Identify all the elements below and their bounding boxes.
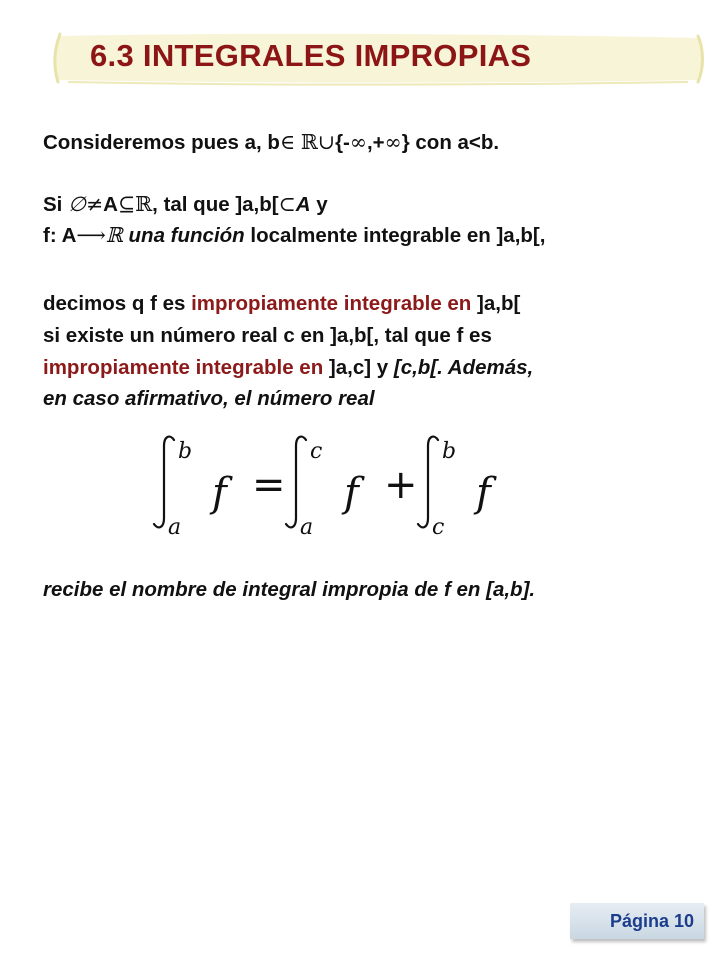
lhs-function: f (212, 470, 227, 516)
text-line-5: si existe un número real c en ]a,b[, tal que f es (43, 324, 492, 347)
text-span: ]a,c] y (323, 356, 394, 379)
not-equal-symbol: ≠ (85, 192, 104, 216)
text-span: una función (122, 224, 245, 247)
text-span: [c,b[. Además, (393, 356, 534, 379)
text-span: localmente integrable en ]a,b[, (244, 224, 546, 247)
infinity-symbol: ∞ (384, 130, 402, 154)
highlighted-term: impropiamente integrable en (43, 356, 324, 379)
arrow-symbol: ⟶ (76, 223, 106, 247)
text-span: decimos q f es (43, 292, 192, 315)
subseteq-symbol: ⊆ (117, 192, 136, 216)
text-line-8: recibe el nombre de integral impropia de f en [a,b]. (43, 578, 536, 601)
reals-symbol: ℝ (135, 192, 153, 216)
reals-symbol: ℝ (300, 130, 318, 154)
text-span: } con a<b. (401, 131, 500, 154)
page-title: 6.3 INTEGRALES IMPROPIAS (90, 38, 532, 73)
text-span: Si (43, 193, 69, 216)
text-span: ]a,b[ (471, 292, 521, 315)
subset-symbol: ⊂ (278, 192, 296, 216)
text-line-1 (43, 130, 499, 155)
t2-lower-limit: c (432, 515, 445, 540)
page-number: Página 10 (609, 911, 694, 931)
text-span: ,+ (366, 131, 385, 154)
text-line-6 (43, 356, 533, 380)
element-of-symbol: ∈ (279, 130, 296, 154)
page-number-badge (570, 903, 704, 939)
infinity-symbol: ∞ (349, 130, 367, 154)
text-span: {- (335, 131, 350, 154)
text-span: Consideremos pues a, b (43, 131, 280, 154)
empty-set-symbol: ∅ (68, 192, 86, 216)
t1-lower-limit: a (300, 515, 314, 540)
lhs-lower-limit: a (168, 515, 182, 540)
text-span: A (295, 193, 311, 216)
text-span: y (310, 193, 328, 216)
text-line-3 (43, 223, 545, 248)
text-line-4 (43, 292, 520, 316)
integral-sign (286, 437, 306, 528)
reals-symbol: ℝ (105, 223, 123, 247)
text-span: A (103, 193, 118, 216)
integral-sign (154, 437, 174, 528)
integral-sign (418, 437, 438, 528)
union-symbol: ∪ (317, 130, 336, 154)
equals-sign: = (252, 462, 286, 508)
text-span: f: A (43, 224, 77, 247)
text-span: , tal que ]a,b[ (152, 193, 279, 216)
highlighted-term: impropiamente integrable en (191, 292, 472, 315)
integral-formula (150, 432, 530, 542)
plus-sign: + (384, 462, 418, 508)
text-line-2 (43, 192, 328, 217)
text-line-7: en caso afirmativo, el número real (43, 387, 375, 410)
t1-function: f (344, 470, 359, 516)
t2-function: f (476, 470, 491, 516)
t1-upper-limit: c (310, 439, 323, 464)
lhs-upper-limit: b (178, 439, 193, 464)
t2-upper-limit: b (442, 439, 457, 464)
